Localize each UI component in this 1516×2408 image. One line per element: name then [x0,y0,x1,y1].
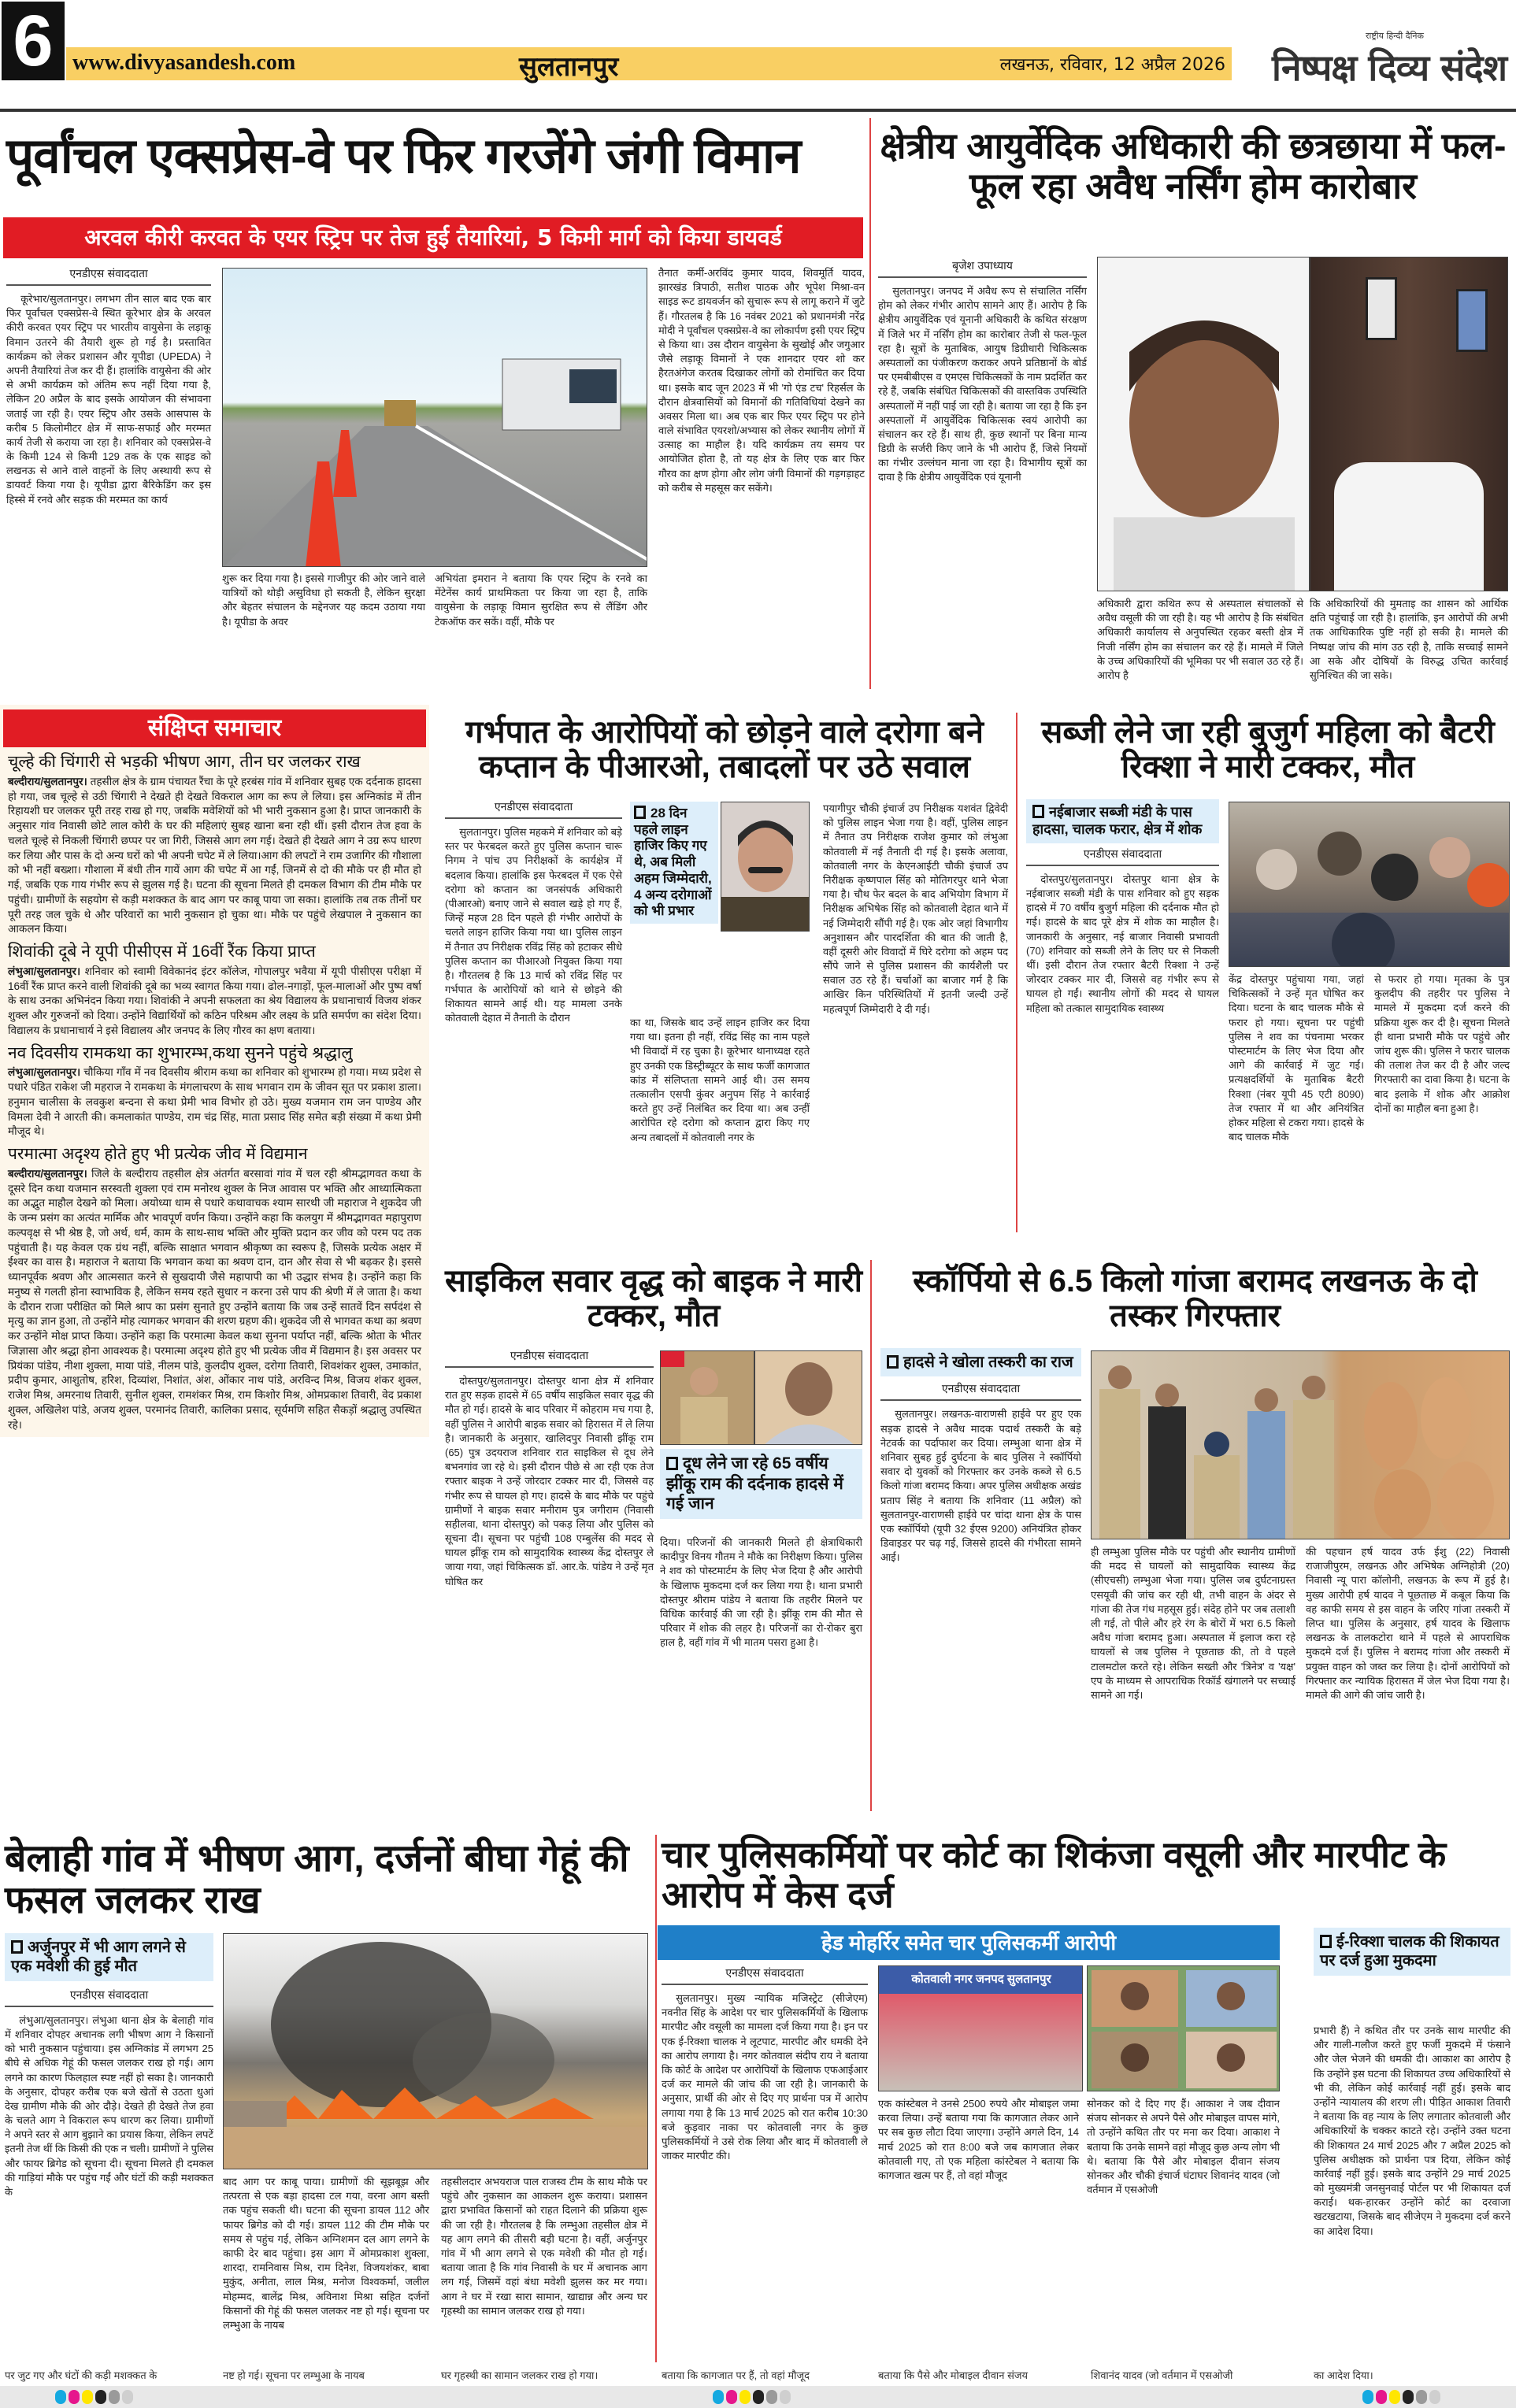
burning-field-photo [223,1933,648,2169]
rickshaw-headline: सब्जी लेने जा रही बुजुर्ग महिला को बैटरी रिक्शा ने मारी टक्कर, मौत [1041,715,1495,784]
fire-headline: बेलाही गांव में भीषण आग, दर्जनों बीघा गेहूं की फसल जलकर राख [5,1838,629,1921]
dateline: लखनऊ, रविवार, 12 अप्रैल 2026 [999,55,1225,75]
registration-dots [55,2390,133,2404]
rickshaw-col-2 [1229,972,1364,1144]
police-officer-photo [721,802,810,932]
court-byline: एनडीएस संवाददाता [662,1965,868,1985]
ayurvedic-body-2: अधिकारी द्वारा कथित रूप से अस्पताल संचालकों से अवैध वसूली की जा रही है। यह भी आरोप है कि संबंधित अधिकारी कार्यालय से अनुपस्थित रहकर बस्ती क्षेत्र में निजी नर्सिंग होम का संचालन कर रहे हैं। मामले में जिले के उच्च अधिकारियों की भूमिका पर भी सवाल उठ रहे हैं। आरोप है [1097,598,1303,681]
brief-item [0,747,429,937]
spill-text: नष्ट हो गई। सूचना पर लम्भुआ के नायब [223,2369,365,2381]
transfer-byline: एनडीएस संवाददाता [445,799,622,819]
court-col-1 [662,1965,868,2163]
court-callout-text: ई-रिक्शा चालक की शिकायत पर दर्ज हुआ मुकदमा [1320,1933,1499,1970]
registration-dot [1389,2390,1400,2404]
brief-item [0,937,429,1039]
spill-text: बताया कि कागजात पर हैं, तो वहां मौजूद [662,2369,810,2381]
bullet-box-icon [666,1457,678,1470]
ganja-body-2: ही लम्भुआ पुलिस मौके पर पहुंची और स्थानीय ग्रामीणों की मदद से घायलों को सामुदायिक स्वास्थ्य केंद्र (सीएचसी) लम्भुआ भेजा गया। पुलिस जब दुर्घटनाग्रस्त एसयूवी की जांच कर रही थी, तभी वाहन के अंदर से गांजा की तेज गंध महसूस हुई। संदेह होने पर जब तलाशी ली गई, तो पीले और हरे रंग के बोरों में भरा 6.5 किलो अवैध गांजा बरामद हुआ। अस्पताल में इलाज करा रहे घायलों से जब पुलिस ने पूछताछ की, तो वे पहले टालमटोल करते रहे। लेकिन सख्ती और 'त्रिनेत्र' व 'यक्ष' एप के माध्यम से आपराधिक रिकॉर्ड खंगालने पर सच्चाई सामने आ गई। [1091,1546,1295,1701]
transfer-callout-text: 28 दिन पहले लाइन हाजिर किए गए थे, अब मिली अहम जिम्मेदारी, 4 अन्य दरोगाओं को भी प्रभार [634,806,712,919]
expressway-road-scene [223,269,647,567]
ayurvedic-body-1: सुलतानपुर। जनपद में अवैध रूप से संचालित नर्सिंग होम को लेकर गंभीर आरोप सामने आए हैं। आरोप है कि क्षेत्रीय आयुर्वेदिक एवं यूनानी अधिकारी के कथित संरक्षण में जिले भर में नर्सिंग होम का कारोबार तेजी से फल-फूल रहा है। सूत्रों के मुताबिक, आयुष डिग्रीधारी चिकित्सक अस्पतालों का पंजीकरण कराकर अपने प्रतिष्ठानों के बोर्ड पर एमबीबीएस व एमएस चिकित्सकों के नाम प्रदर्शित कर रहे हैं, जबकि संबंधित चिकित्सकों की वास्तविक उपस्थिति अस्पतालों में नहीं पाई जा रही है। बताया जा रहा है कि इन अस्पतालों में आयुर्वेदिक चिकित्सक स्वयं आरोपी का संचालन कर रहे हैं। साथ ही, कुछ स्थानों पर बिना मान्य डिग्री के सर्जरी किए जाने के भी आरोप हैं, जिसे नियमों का गंभीर उल्लंघन माना जा रहा है। विभागीय सूत्रों का दावा है कि क्षेत्रीय आयुर्वेदिक एवं यूनानी [878,285,1087,483]
cyclist-body-2: दिया। परिजनों की जानकारी मिलते ही क्षेत्राधिकारी कादीपुर विनय गौतम ने मौके का निरीक्षण किया। पुलिस ने शव को पोस्टमार्टम के लिए भेज दिया है और आरोपी के खिलाफ मुकदमा दर्ज कर लिया गया है। थाना प्रभारी दोस्तपुर श्रीराम पांडेय ने बताया कि तहरीर मिलने पर विधिक कार्रवाई की जा रही है। झींकू राम की मौत से परिवार में शोक की लहर है। परिजनों का रो-रोकर बुरा हाल है, वहीं गांव में भी मातम पसरा हुआ है। [660,1536,862,1649]
ganja-packet [1364,1382,1418,1470]
rickshaw-callout [1026,799,1219,843]
cyclist-callout [660,1449,862,1519]
news-briefs-panel [0,705,429,1437]
expressway-col-2 [222,572,425,629]
ganja-byline: एनडीएस संवाददाता [880,1381,1081,1401]
rickshaw-byline: एनडीएस संवाददाता [1026,847,1219,866]
transfer-col-3 [823,802,1008,1017]
spill-text: का आदेश दिया। [1314,2369,1373,2381]
fire-callout-text: अर्जुनपुर में भी आग लगने से एक मवेशी की हुई मौत [11,1939,186,1976]
brief-dateline: बल्दीराय/सुलतानपुर। [8,1167,87,1180]
ayurvedic-body-3: कि अधिकारियों की मुमताइ का शासन को आर्थिक क्षति पहुंचाई जा रही है। हालांकि, इन आरोपों की अभी तक आधिकारिक पुष्टि नहीं हो सकी है। मामले की निष्पक्ष जांच की मांग उठ रही है, ताकि सच्चाई सामने आ सके और दोषियों के विरुद्ध उचित कार्रवाई सुनिश्चित की जा सके। [1310,598,1508,681]
expressway-body-4: तैनात कर्मी-अरविंद कुमार यादव, शिवमूर्ति यादव, झारखंड त्रिपाठी, सतीश पाठक और भूपेश मिश्रा-वन साइड रूट डायवर्जन को सुचारू रूप से लागू कराने में जुटे हैं। गौरतलब है कि 16 नवंबर 2021 को प्रधानमंत्री नरेंद्र मोदी ने पूर्वांचल एक्सप्रेस-वे का लोकार्पण इसी एयर स्ट्रिप से किया था। उस दौरान वायुसेना के सुखोई और जगुआर जैसे लड़ाकू विमानों ने एक शानदार एयर शो कर हैरतअंगेज करतब दिखाकर लोगों को रोमांचित कर दिया था। इसके बाद जून 2023 में भी 'गो एंड टच' रिहर्सल के दौरान क्षेत्रवासियों को विमानों की गतिविधियां देखने का अवसर मिला था। अब एक बार फिर एयर स्ट्रिप पर होने वाले संभावित एयरशो/अभ्यास को लेकर स्थानीय लोगों में उत्साह का माहौल है। यदि कार्यक्रम तय समय पर आयोजित होता है, तो यह क्षेत्र के लिए एक बार फिर गौरव का क्षण होगा और लोग जंगी विमानों की गड़गड़ाहट को करीब से महसूस कर सकेंगे। [658,267,865,494]
brand-tagline: राष्ट्रीय हिन्दी दैनिक [1365,31,1424,41]
registration-dot [1362,2390,1373,2404]
brand-name: निष्पक्ष दिव्य संदेश [1272,46,1507,89]
officer-portrait-photo [1097,257,1310,591]
ayurvedic-col-2 [1097,597,1303,683]
transfer-body-1: सुलतानपुर। पुलिस महकमे में शनिवार को बड़े स्तर पर फेरबदल करते हुए पुलिस कप्तान चारू निगम ने पांच उप निरीक्षकों के कार्यक्षेत्र में बदलाव किया। हालांकि इस फेरबदल में एक ऐसे दरोगा को कप्तान का जनसंपर्क अधिकारी (पीआरओ) बनाए जाने से सवाल खड़े हो गए हैं, जिन्हें महज 28 दिन पहले ही गंभीर आरोपों के चलते लाइन हाजिर किया गया था। पुलिस लाइन में तैनात उप निरीक्षक रविंद्र सिंह को हटाकर सीधे पुलिस कप्तान का पीआरओ नियुक्त किया गया है। गौरतलब है कि 13 मार्च को रविंद्र सिंह पर गर्भपात के आरोपियों को थाने से छोड़ने की शिकायत सामने आई थी। यह मामला उनके कोतवाली देहात में तैनाती के दौरान [445,826,622,1024]
column-divider [870,1260,872,1811]
court-body-2: एक कांस्टेबल ने उनसे 2500 रुपये और मोबाइल जमा करवा लिया। उन्हें बताया गया कि कागजात लेकर आने पर सब कुछ लौटा दिया जाएगा। उन्होंने अगले दिन, 14 मार्च 2025 को रात 8:00 बजे जब कागजात लेकर कोतवाली गए, तो एक महिला कांस्टेबल ने बताया कि कागजात खत्म पर हैं, तो वहां मौजूद [878,2098,1079,2181]
registration-dot [753,2390,764,2404]
ganja-col-3 [1306,1545,1510,1702]
ganja-packet [1421,1377,1471,1459]
court-body-1: सुलतानपुर। मुख्य न्यायिक मजिस्ट्रेट (सीजेएम) नवनीत सिंह के आदेश पर चार पुलिसकर्मियों के खिलाफ मारपीट और वसूली का मामला दर्ज किया गया है। इन पर एक ई-रिक्शा चालक ने लूटपाट, मारपीट और धमकी देने का आरोप लगाया है। नगर कोतवाल संदीप राय ने बताया कि कोर्ट के आदेश पर आरोपियों के खिलाफ एफआईआर दर्ज कर मामले की जांच की जा रही है। जानकारी के अनुसार, प्रार्थी की ओर से दिए गए प्रार्थना पत्र में आरोप लगाया गया है कि 13 मार्च 2025 को रात करीब 10:30 बजे कुड़वार नाका पर कोतवाली नगर के कुछ पुलिसकर्मियों ने उसे रोक लिया और बाद में कोतवाली ले जाकर मारपीट की। [662,1992,868,2162]
cyclist-body-1: दोस्तपुर/सुलतानपुर। दोस्तपुर थाना क्षेत्र में शनिवार रात हुए सड़क हादसे में 65 वर्षीय साइकिल सवार वृद्ध की मौत हो गई। हादसे के बाद परिवार में कोहराम मच गया है, वहीं पुलिस ने आरोपी बाइक सवार को हिरासत में ले लिया है। जानकारी के अनुसार, खालिदपुर निवासी झींकू राम (65) पुत्र उदयराज शनिवार रात साइकिल से दूध लेने बभनगांव जा रहे थे। इसी दौरान पीछे से आ रही एक तेज रफ्तार बाइक ने उन्हें जोरदार टक्कर मार दी, जिससे वह गंभीर रूप से घायल हो गए। हादसे के बाद मौके पर पहुंचे ग्रामीणों ने बाइक सवार मनीराम पुत्र जगीराम (निवासी सहीलवा, थाना दोस्तपुर) को पकड़ लिया और पुलिस को सूचना दी। सूचना पर पहुंची 108 एम्बुलेंस की मदद से घायल झींकू राम को सामुदायिक स्वास्थ्य केंद्र दोस्तपुर ले जाया गया, जहां चिकित्सक डॉ. आर.के. पांडेय ने उन्हें मृत घोषित कर [445,1375,654,1587]
rickshaw-body-3: से फरार हो गया। मृतका के पुत्र कुलदीप की तहरीर पर पुलिस ने मामले में मुकदमा दर्ज करने की प्रक्रिया शुरू कर दी है। सूचना मिलते ही थाना प्रभारी मौके पर पहुंचे और जांच शुरू की। पुलिस ने फरार चालक की तलाश तेज कर दी है और जल्द गिरफ्तारी का दावा किया है। घटना के बाद इलाके में शोक और आक्रोश दोनों का माहौल बना हुआ है। [1374,973,1510,1114]
kotwali-sign: कोतवाली नगर जनपद सुलतानपुर [911,1973,1051,1986]
bullet-box-icon [1320,1935,1332,1948]
registration-dot [95,2390,106,2404]
registration-dots [1362,2390,1440,2404]
registration-dot [1429,2390,1440,2404]
bullet-box-icon [887,1355,899,1369]
registration-dot [122,2390,133,2404]
expressway-col-4 [658,266,865,495]
fire-col-2 [223,2175,429,2332]
rickshaw-col-3 [1374,972,1510,1116]
masthead [0,0,1516,106]
brief-text: चौकिया गाँव में नव दिवसीय श्रीराम कथा का शनिवार को शुभारम्भ हो गया। मध्य प्रदेश से पधारे पंडित राकेश जी महराज ने रामकथा के मंगलाचरण के साथ भगवान राम के जीवन सूत पर प्रकाश डाला। हनुमान चालीसा के लवकुश बन्दना से कथा प्रेमी भाव विभोर हो उठे। मुख्य यजमान राम जन पाण्डेय और विमला देवी ने आरती की। कमलाकांत पाण्डेय, राम चंद्र सिंह, माता प्रसाद सिंह समेत बड़ी संख्या में कथा प्रेमी मौजूद थे। [8,1066,421,1138]
brief-title: नव दिवसीय रामकथा का शुभारम्भ,कथा सुनने पहुंचे श्रद्धालु [8,1043,353,1062]
column-divider [655,1835,657,2362]
registration-dot [109,2390,120,2404]
police-inspection-photo [660,1350,754,1445]
court-col-4 [1314,2024,1510,2239]
bullet-box-icon [634,806,646,819]
brief-text: तहसील क्षेत्र के ग्राम पंचायत रैंचा के पूरे हरबंस गांव में शनिवार सुबह एक दर्दनाक हादसा हो गया, जब चूल्हे से उठी चिंगारी ने देखते ही देखते विकराल आग का रूप ले लिया। इस अग्निकांड में तीन रिहायशी घर जलकर पूरी तरह राख हो गए, जबकि मवेशियों को भी भारी नुकसान हुआ है। प्राप्त जानकारी के अनुसार गांव निवासी छोटे लाल कोरी के घर की महिलाएं सुबह खाना बना रही थीं। इसी दौरान तेज हवा के चलते चूल्हे से निकली चिंगारी छप्पर पर जा गिरी, जिससे आग लग गई। देखते ही देखते आग ने उग्र रूप धारण कर लिया और पास के दो अन्य घरों को भी अपनी चपेट में ले लिया।आग की लपटों ने राम उजागिर की गौशाला को भी नहीं बख्शा। गौशाला में बंधी तीन गायें आग की चपेट में आ गईं, जिनमें से दो की मौके पर ही मौत हो गई, जबकि एक गाय गंभीर रूप से झुलस गई है। घटना की सूचना मिलते ही दमकल विभाग की टीम मौके पर पहुंची। ग्रामीणों के सहयोग से कड़ी मशक्कत के बाद आग पर काबू पाया जा सका। हालांकि तब तक तीनों घर पूरी तरह जल चुके थे और परिवारों का भारी नुकसान हो चुका था। मौके पर पहुंचे लेखपाल ने नुकसान का आकलन किया। [8,775,421,935]
ganja-packet [1374,1469,1431,1539]
section-city: सुलतानपुर [519,51,619,83]
expressway-body-2: शुरू कर दिया गया है। इससे गाजीपुर की ओर जाने वाले यात्रियों को थोड़ी असुविधा हो सकती है, लेकिन सुरक्षा और बेहतर संचालन के मद्देनजर यह कदम उठाया गया है। यूपीडा के अवर [222,572,425,628]
office-photo [1310,257,1508,591]
expressway-body-1: कूरेभार/सुलतानपुर। लगभग तीन साल बाद एक बार फिर पूर्वांचल एक्सप्रेस-वे स्थित कूरेभार क्षेत्र के अरवल कीरी करवत एयर स्ट्रिप पर भारतीय वायुसेना के लड़ाकू विमान उतरने की तैयारी शुरू हो गई है। प्रस्तावित कार्यक्रम को लेकर प्रशासन और यूपीडा (UPEDA) ने अपनी तैयारियां तेज कर दी हैं। हालांकि वायुसेना की ओर से अभी कार्यक्रम को अंतिम रूप नहीं दिया गया है, लेकिन 20 अप्रैल के बाद इसके आयोजन की संभावना जताई जा रही है। एयर स्ट्रिप और उसके आसपास के करीब 5 किलोमीटर क्षेत्र में साफ-सफाई और मरम्मत कार्य तेजी से कराया जा रहा है। शनिवार को एक्सप्रेस-वे के किमी 124 से किमी 129 तक के एक साइड को लखनऊ से आने वाले वाहनों के लिए अस्थायी रूप से डायवर्ट किया गया है। यूपीडा द्वारा बैरिकेडिंग कर इस हिस्से में रनवे और सड़क की मरम्मत का कार्य [6,293,211,506]
brief-item [0,1039,429,1140]
truck-shape [384,400,416,426]
rickshaw-body-2: केंद्र दोस्तपुर पहुंचाया गया, जहां चिकित्सकों ने उन्हें मृत घोषित कर दिया। घटना के बाद चालक मौके से फरार हो गया। सूचना पर पहुंची पुलिस ने शव का पंचनामा भरकर पोस्टमार्टम के लिए भेज दिया और आगे की कार्रवाई में जुट गई। प्रत्यक्षदर्शियों के मुताबिक बैटरी रिक्शा (नंबर यूपी 45 एटी 8090) तेज रफ्तार में था और अनियंत्रित होकर महिला से टकरा गया। हादसे के बाद चालक मौके [1229,973,1364,1143]
registration-dots [713,2390,791,2404]
fire-col-1 [5,1933,213,2199]
registration-dot [1416,2390,1427,2404]
registration-dot [1376,2390,1387,2404]
ganja-headline: स्कॉर्पियो से 6.5 किलो गांजा बरामद लखनऊ के दो तस्कर गिरफ्तार [913,1264,1477,1333]
registration-dot [766,2390,777,2404]
cyclist-callout-text: दूध लेने जा रहे 65 वर्षीय झींकू राम की दर्दनाक हादसे में गई जान [666,1454,843,1513]
registration-dot [713,2390,724,2404]
brief-dateline: बल्दीराय/सुलतानपुर। [8,775,87,787]
rickshaw-body-1: दोस्तपुर/सुलतानपुर। दोस्तपुर थाना क्षेत्र के नईबाजार सब्जी मंडी के पास शनिवार को हुए सड़क हादसे में 70 वर्षीय बुजुर्ग महिला की दर्दनाक मौत हो गई। हादसे के बाद पूरे क्षेत्र में शोक का माहौल है। जानकारी के अनुसार, नई बाजार निवासी प्रभावती (70) शनिवार को सब्जी लेने के लिए घर से निकली थीं। इसी दौरान तेज रफ्तार बैटरी रिक्शा ने उन्हें जोरदार टक्कर मार दी, जिससे वह गंभीर रूप से घायल हो गईं। स्थानीय लोगों की मदद से घायल महिला को तत्काल सामुदायिक स्वास्थ्य [1026,872,1219,1014]
footer-spill-line [0,2367,1516,2384]
spill-text: बताया कि पैसे और मोबाइल दीवान संजय [878,2369,1029,2381]
court-headline: चार पुलिसकर्मियों पर कोर्ट का शिकंजा वसूली और मारपीट के आरोप में केस दर्ज [662,1834,1447,1915]
registration-dot [780,2390,791,2404]
victim-portrait-photo [754,1350,862,1445]
desk-chair [1334,462,1484,591]
wall-portrait [1366,277,1397,340]
transfer-body-2: का था, जिसके बाद उन्हें लाइन हाजिर कर दिया गया था। इतना ही नहीं, रविंद्र सिंह का नाम पहले भी विवादों में रह चुका है। कूरेभार थानाध्यक्ष रहते हुए उनकी एक डिस्ट्रीब्यूटर के साथ फर्जी कागजात कांड में संलिप्तता सामने आई थी। उस समय तत्कालीन एसपी कुंवर अनुपम सिंह ने कार्रवाई करते हुए उन्हें निलंबित कर दिया था। अब उन्हीं आरोपित रहे दरोगा को कप्तान द्वारा किए गए अन्य तबादलों में कोतवाली नगर के [630,1017,810,1143]
masthead-band [66,47,1232,83]
brief-dateline: लंभुआ/सुलतानपुर। [8,965,81,977]
accident-crowd-photo [1229,802,1510,967]
cyclist-col-1 [445,1348,654,1589]
bullet-box-icon [11,1940,23,1954]
court-callout [1314,1928,1510,1976]
rickshaw-col-1 [1026,799,1219,1016]
court-col-3 [1087,2097,1280,2197]
registration-dot [69,2390,80,2404]
bullet-box-icon [1032,805,1044,818]
fire-body-1: लंभुआ/सुलतानपुर। लंभुआ थाना क्षेत्र के बेलाही गांव में शनिवार दोपहर अचानक लगी भीषण आग ने किसानों को भारी नुकसान पहुंचाया। इस अग्निकांड में लगभग 25 बीघे से अधिक गेहूं की फसल जलकर राख हो गई। आग लगने का कारण फिलहाल स्पष्ट नहीं हो सका है। जानकारी के अनुसार, दोपहर करीब एक बजे खेतों से उठता धुआं देख ग्रामीण मौके की ओर दौड़े। देखते ही देखते तेज हवा के चलते आग ने विकराल रूप धारण कर लिया। ग्रामीणों ने अपने स्तर से आग बुझाने का प्रयास किया, लेकिन लपटें इतनी तेज थीं कि किसी की एक न चली। ग्रामीणों ने पुलिस और फायर ब्रिगेड को सूचना दी। सूचना मिलते ही दमकल की गाड़ियां मौके पर पहुंच गईं और घंटों की कड़ी मशक्कत के [5,2013,213,2199]
cyclist-headline: साइकिल सवार वृद्ध को बाइक ने मारी टक्कर, मौत [445,1264,862,1333]
brief-title: परमात्मा अदृश्य होते हुए भी प्रत्येक जीव में विद्यमान [8,1145,308,1164]
ganja-callout-text: हादसे ने खोला तस्करी का राज [903,1354,1073,1371]
expressway-body-3: अभियंता इमरान ने बताया कि एयर स्ट्रिप के रनवे का मेंटेनेंस कार्य प्राथमिकता पर किया जा रहा है, ताकि वायुसेना के लड़ाकू विमान सुरक्षित रूप से लैंडिंग और टेकऑफ कर सकें। वहीं, मौके पर [435,572,647,628]
ganja-body-1: सुलतानपुर। लखनऊ-वाराणसी हाईवे पर हुए एक सड़क हादसे ने अवैध मादक पदार्थ तस्करी के बड़े नेटवर्क का पर्दाफाश कर दिया। लम्भुआ थाना क्षेत्र में शनिवार सुबह हुई दुर्घटना के बाद पुलिस ने स्कॉर्पियो सवार दो युवकों को गिरफ्तार कर उनके कब्जे से 6.5 किलो गांजा बरामद किया। अपर पुलिस अधीक्षक अखंड प्रताप सिंह ने बताया कि शनिवार (11 अप्रैल) को सुलतानपुर-वाराणसी हाईवे पर चांदा थाना क्षेत्र के पास एक स्कॉर्पियो (यूपी 32 ईएस 9200) अनियंत्रित होकर डिवाइडर पर चढ़ गई, जिससे हादसे की गंभीरता सामने आई। [880,1408,1081,1564]
expressway-col-3 [435,572,647,629]
ganja-col-1 [880,1348,1081,1565]
ganja-body-3: की पहचान हर्ष यादव उर्फ ईशु (22) निवासी राजाजीपुरम, लखनऊ और अभिषेक अग्निहोत्री (20) निवासी न्यू पारा कॉलोनी, लखनऊ के रूप में हुई है। मुख्य आरोपी हर्ष यादव ने पूछताछ में कबूल किया कि वह काफी समय से इस वाहन के जरिए गांजा तस्करी में लिप्त था। पुलिस के अनुसार, हर्ष यादव के खिलाफ लखनऊ के तालकटोरा थाने में पहले से आपराधिक मुकदमे दर्ज हैं। पुलिस ने बरामद गांजा और तस्करी में प्रयुक्त वाहन को जब्त कर लिया है। दोनों आरोपियों को गिरफ्तार कर न्यायिक हिरासत में जेल भेज दिया गया है। मामले की आगे की जांच जारी है। [1306,1546,1510,1701]
print-registration-bar [0,2386,1516,2408]
ayurvedic-col-1 [878,258,1087,485]
fire-body-2: बाद आग पर काबू पाया। ग्रामीणों की सूझबूझ और तत्परता से एक बड़ा हादसा टल गया, वरना आग बस्ती तक पहुंच सकती थी। घटना की सूचना डायल 112 और फायर ब्रिगेड को दी गई। डायल 112 की टीम मौके पर समय से पहुंच गई, लेकिन अग्निशमन दल आग लगने के काफी देर बाद पहुंचा। इस आग में ओमप्रकाश शुक्ला, शारदा, रामनिवास मिश्र, राम दिनेश, विजयशंकर, बाबा मुकुंद, अनीता, लाल मिश्र, मनोज विश्वकर्मा, जलील मोहम्मद, बालेंद्र मिश्र, अविनाश मिश्रा सहित दर्जनों किसानों की गेहूं की फसल जलकर नष्ट हो गई। सूचना पर लम्भुआ के नायब [223,2176,429,2331]
brief-text: जिले के बल्दीराय तहसील क्षेत्र अंतर्गत बरसावां गांव में चल रही श्रीमद्भागवत कथा के दूसरे दिन कथा यजमान सरस्वती शुक्ला एवं राम मनोरथ शुक्ल के निज आवास पर भक्ति और आध्यात्मिकता का अद्भुत माहौल देखने को मिला। अयोध्या धाम से पधारे कथावाचक श्याम सारथी जी महाराज ने शुकदेव जी के जन्म प्रसंग का अत्यंत मार्मिक और भावपूर्ण वर्णन किया। उन्होंने कहा कि कलयुग में श्रीमद्भागवत महापुराण कल्पवृक्ष से भी श्रेष्ठ है, जो अर्थ, धर्म, काम के साथ-साथ भक्ति और मुक्ति प्रदान कर जीव को परम पद तक पहुंचाती है। यह केवल एक ग्रंथ नहीं, बल्कि साक्षात भगवान श्रीकृष्ण का स्वरूप है, जिसके प्रत्येक अक्षर में ईश्वर का वास है। महाराज ने बताया कि भगवान कथा का श्रवण दान, दान और सेवा से भी बढ़कर है। इससे ध्यानपूर्वक श्रवण और आत्मसात करने से सुखदायी जैसे महापापी का भी उद्धार संभव है। उन्होंने कहा कि मनुष्य से गलती होना स्वाभाविक है, लेकिन समय रहते सुधार न करना उसे पाप की श्रेणी में ले जाता है। कथा के दौरान राजा परीक्षित को मिले श्राप का प्रसंग सुनाते हुए उन्होंने बताया कि जब उन्हें सातवें दिन सर्पदंश से मृत्यु का ज्ञान हुआ, तो उन्होंने मोह त्यागकर भगवान की शरण ग्रहण की। शुकदेव जी से भागवत कथा का श्रवण कर उन्होंने मोक्ष प्राप्त किया। उन्होंने कहा कि परमात्मा केवल कथा सुनना पर्याप्त नहीं, बल्कि श्रोता के भीतर जिज्ञासा और श्रद्धा होना आवश्यक है। परमात्मा अदृश्य होते हुए भी प्रत्येक जीव में विद्यमान है। इस अवसर पर प्रियंका पांडेय, नीशा शुक्ला, माया पांडे, नीलम पांडे, कुलदीप शुक्ल, दरोगा तिवारी, शिवशंकर शुक्ल, उमाकांत, प्रदीप कुमार, आशुतोष, हरिश, दिव्यांश, निशांत, अंश, ओंकार नाथ पांडे, अरविन्द मिश्र, विजय शंकर शुक्ल, राजेश मिश्र, अमरनाथ तिवारी, सुनील शुक्ल, रामशंकर मिश्र, राम किशोर मिश्र, ओमप्रकाश तिवारी, वेद प्रकाश शुक्ल, अखिलेश पांडे, अजय शुक्ल, परमानंद तिवारी, कालिका प्रसाद, सूर्यमणि सहित सैकड़ों श्रद्धालु उपस्थित रहे। [8,1167,421,1431]
court-body-4: प्रभारी हैं) ने कथित तौर पर उनके साथ मारपीट की और गाली-गलौज करते हुए फर्जी मुकदमे में फंसाने और जेल भेजने की धमकी दी। आकाश का आरोप है कि उन्होंने इस घटना की शिकायत उच्च अधिकारियों से भी की, लेकिन कोई कार्रवाई नहीं हुई। इसके बाद उन्होंने न्यायालय की शरण ली। पीड़ित आकाश तिवारी ने बताया कि वह न्याय के लिए लगातार कोतवाली और अधिकारियों के चक्कर काटते रहे। उन्होंने उक्त घटना की शिकायत 24 मार्च 2025 और 7 अप्रैल 2025 को पुलिस अधीक्षक को प्रार्थना पत्र दिया, लेकिन कोई कार्रवाई नहीं हुई। इसके बाद उन्होंने 29 मार्च 2025 को मुख्यमंत्री जनसुनवाई पोर्टल पर भी शिकायत दर्ज कराई। थक-हारकर उन्होंने कोर्ट का दरवाजा खटखटाया, जिसके बाद सीजेएम ने मुकदमा दर्ज करने का आदेश दिया। [1314,2025,1510,2237]
expressway-subheadline: अरवल कीरी करवत के एयर स्ट्रिप पर तेज हुई तैयारियां, 5 किमी मार्ग को किया डायवर्ड [3,217,863,258]
kotwali-station-photo [878,1965,1083,2091]
ganja-packet [1437,1461,1494,1539]
registration-dot [1403,2390,1414,2404]
transfer-callout [630,802,718,924]
rickshaw-callout-text: नईबाजार सब्जी मंडी के पास हादसा, चालक फरार, क्षेत्र में शोक [1032,804,1203,837]
expressway-col-1 [6,266,211,507]
transfer-col-1 [445,799,622,1026]
column-divider [869,118,871,689]
brief-item [0,1139,429,1432]
ayurvedic-byline: बृजेश उपाध्याय [878,258,1087,278]
ganja-col-2 [1091,1545,1295,1702]
court-body-3: सोनकर को दे दिए गए हैं। आकाश ने जब दीवान संजय सोनकर से अपने पैसे और मोबाइल वापस मांगे, तो उन्होंने कथित तौर पर मना कर दिया। आकाश ने बताया कि उनके सामने वहां मौजूद कुछ अन्य लोग भी थे। बताया कि पैसे और मोबाइल दीवान संजय सोनकर और चौकी इंचार्ज घंटाघर शिवानंद यादव (जो वर्तमान में एसओजी [1087,2098,1280,2196]
court-col-2 [878,2097,1079,2183]
page-number: 6 [2,2,65,80]
fire-byline: एनडीएस संवाददाता [5,1988,213,2007]
registration-dot [55,2390,66,2404]
registration-dot [726,2390,737,2404]
accused-policemen-photo [1087,1965,1280,2091]
brief-text: शनिवार को स्वामी विवेकानंद इंटर कॉलेज, गोपालपुर भवैया में यूपी पीसीएस परीक्षा में 16वीं रैंक प्राप्त करने वाली शिवांकी दूबे का भव्य स्वागत किया गया। ढोल-नगाड़ों, फूल-मालाओं और पुष्प वर्षा के साथ उनका अभिनंदन किया गया। शिवांकी ने अपनी सफलता का श्रेय विद्यालय के प्रधानाचार्य विजय शंकर शुक्ल और गुरुजनों को दिया। उन्होंने विद्यार्थियों को कठिन परिश्रम और लक्ष्य के प्रति समर्पण का संदेश दिया। विद्यालय के प्रधानाचार्य ने इसे विद्यालय और जनपद के लिए गौरव का क्षण बताया। [8,965,422,1036]
registration-dot [739,2390,751,2404]
court-subheadline: हेड मोहर्रिर समेत चार पुलिसकर्मी आरोपी [658,1925,1280,1960]
ayurvedic-headline: क्षेत्रीय आयुर्वेदिक अधिकारी की छत्रछाया में फल-फूल रहा अवैध नर्सिंग होम कारोबार [880,125,1507,206]
fire-body-3: तहसीलदार अभयराज पाल राजस्व टीम के साथ मौके पर पहुंचे और नुकसान का आकलन शुरू कराया। प्रशासन द्वारा प्रभावित किसानों को राहत दिलाने की प्रक्रिया शुरू की जा रही है। गौरतलब है कि लम्भुआ तहसील क्षेत्र में यह आग लगने की तीसरी बड़ी घटना है। वहीं, अर्जुनपुर गांव में भी आग लगने से एक मवेशी की मौत हो गई। बताया जाता है कि गांव निवासी के घर में अचानक आग लग गई, जिसमें वहां बंधा मवेशी झुलस कर मर गया। आग ने घर में रखा सारा सामान, खाद्यान्न और अन्य घर गृहस्थी का सामान जलकर राख हो गया। [441,2176,647,2317]
cyclist-byline: एनडीएस संवाददाता [445,1348,654,1368]
newspaper-logo [1231,30,1507,97]
arrested-smugglers-photo [1091,1350,1510,1539]
website-link[interactable]: www.divyasandesh.com [72,50,296,75]
spill-text: शिवानंद यादव (जो वर्तमान में एसओजी [1091,2369,1233,2381]
expressway-byline: एनडीएस संवाददाता [6,266,211,286]
brief-title: शिवांकी दूबे ने यूपी पीसीएस में 16वीं रैंक किया प्राप्त [8,943,316,961]
transfer-body-3: पयागीपुर चौकी इंचार्ज उप निरीक्षक यशवंत द्विवेदी को पुलिस लाइन भेजा गया है। वहीं, पुलिस लाइन में तैनात उप निरीक्षक राजेश कुमार को लंभुआ कोतवाली में नई तैनाती दी गई है। इसके अलावा, कोतवाली नगर के केएनआईटी चौकी इंचार्ज उप निरीक्षक कृष्णपाल सिंह को मोतिगरपुर थाने भेजा गया है। चौथ फेर बदल के बाद अभियोग विभाग में निरीक्षक अभिषेक सिंह को कोतवाली देहात थाने में नई जिम्मेदारी सौंपी गई है। एक ओर जहां विभागीय अनुशासन और पारदर्शिता की बात की जाती है, वहीं दूसरी ओर विवादों में घिरे दरोगा को अहम पद सौंपे जाने से पुलिस प्रशासन की कार्यशैली पर सवाल उठ रहे हैं। चर्चाओं का बाजार गर्म है कि आखिर किन परिस्थितियों में इतनी जल्दी उन्हें महत्वपूर्ण जिम्मेदारी दे दी गई। [823,802,1008,1015]
column-divider [1016,713,1017,1232]
fire-callout [5,1933,213,1981]
brief-title: चूल्हे की चिंगारी से भड़की भीषण आग, तीन घर जलकर राख [8,753,361,771]
ayurvedic-col-3 [1310,597,1508,683]
brief-dateline: लंभुआ/सुलतानपुर। [8,1066,81,1079]
fire-col-3 [441,2175,647,2318]
masthead-rule [0,109,1516,112]
expressway-photo [222,268,647,567]
transfer-col-2 [630,1016,810,1145]
spill-text: पर जुट गए और घंटों की कड़ी मशक्कत के [5,2369,158,2381]
expressway-headline: पूर्वांचल एक्सप्रेस-वे पर फिर गरजेंगे जंगी विमान [6,129,801,183]
transfer-headline: गर्भपात के आरोपियों को छोड़ने वाले दरोगा बने कप्तान के पीआरओ, तबादलों पर उठे सवाल [465,715,984,784]
cyclist-col-2 [660,1536,862,1650]
news-briefs-title: संक्षिप्त समाचार [3,709,426,747]
wall-portrait [1456,289,1488,352]
spill-text: घर गृहस्थी का सामान जलकर राख हो गया। [441,2369,599,2381]
registration-dot [82,2390,93,2404]
ganja-callout [880,1348,1081,1376]
